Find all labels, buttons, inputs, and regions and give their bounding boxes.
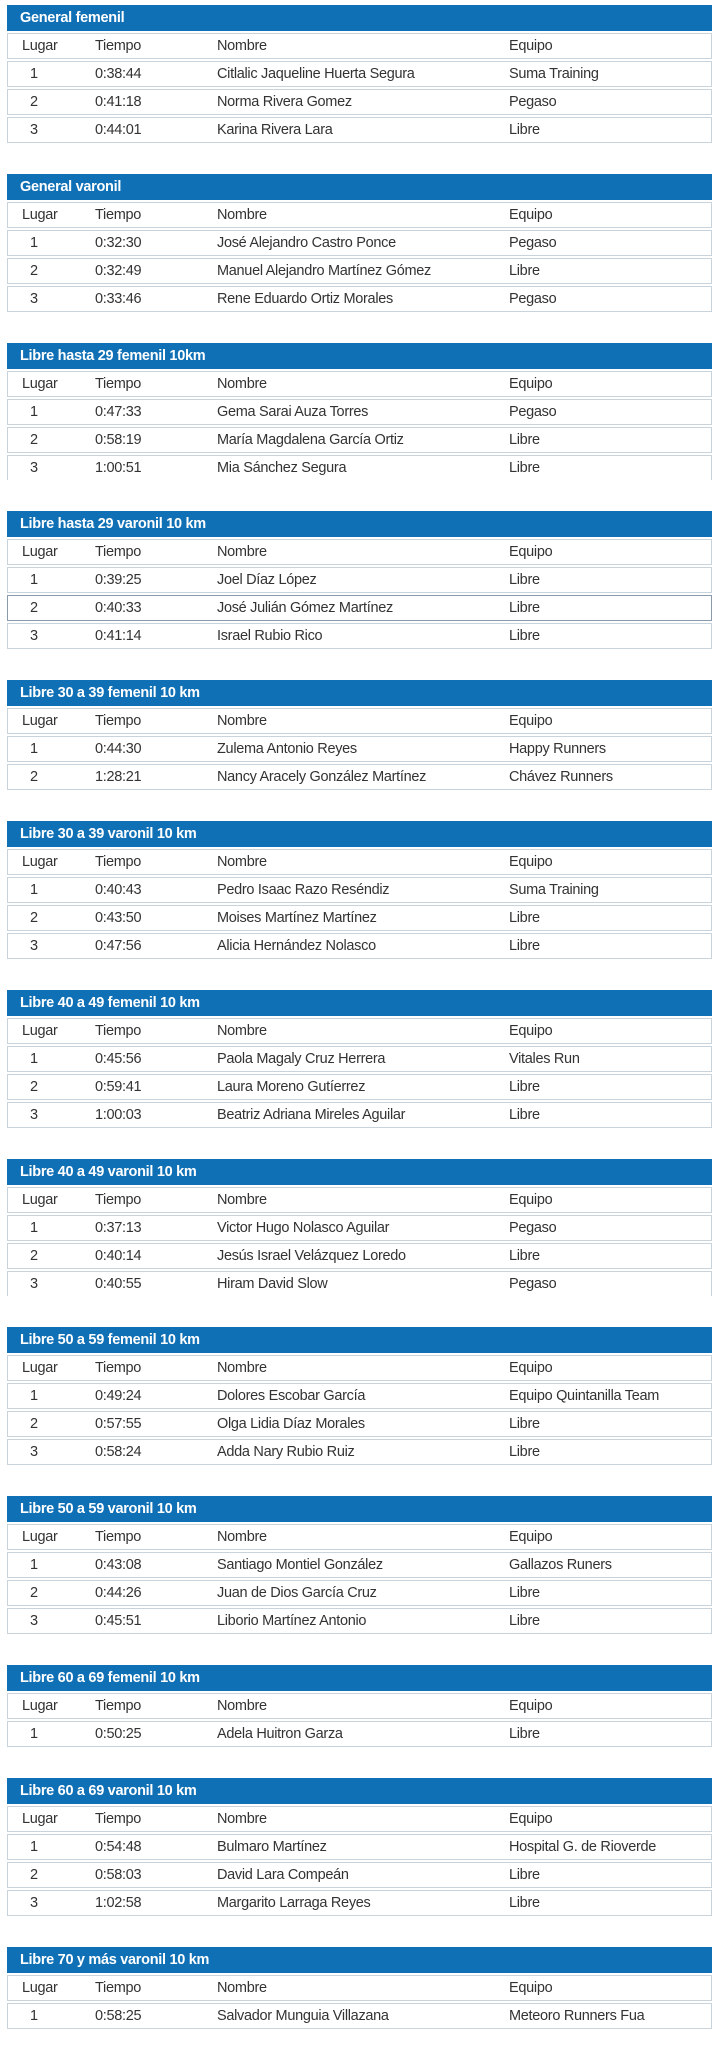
cell-equipo: Libre xyxy=(509,1862,712,1888)
column-header-equipo: Equipo xyxy=(509,202,712,228)
cell-nombre: Zulema Antonio Reyes xyxy=(197,736,509,762)
cell-lugar: 1 xyxy=(7,877,77,903)
column-header-lugar: Lugar xyxy=(7,371,77,397)
table-row xyxy=(7,258,712,284)
column-header-lugar: Lugar xyxy=(7,33,77,59)
cell-equipo: Libre xyxy=(509,427,712,453)
column-header-lugar: Lugar xyxy=(7,539,77,565)
table-header-row xyxy=(7,371,712,397)
category-title: Libre 60 a 69 varonil 10 km xyxy=(7,1778,712,1806)
column-header-equipo: Equipo xyxy=(509,1693,712,1719)
table-header-row xyxy=(7,33,712,59)
table-row xyxy=(7,1243,712,1269)
cell-equipo: Hospital G. de Rioverde xyxy=(509,1834,712,1860)
column-header-tiempo: Tiempo xyxy=(77,1693,197,1719)
category-title: Libre 50 a 59 varonil 10 km xyxy=(7,1496,712,1524)
column-header-tiempo: Tiempo xyxy=(77,708,197,734)
category-section xyxy=(7,680,712,790)
cell-tiempo: 0:44:01 xyxy=(77,117,197,143)
column-header-lugar: Lugar xyxy=(7,1524,77,1550)
cell-equipo: Meteoro Runners Fua xyxy=(509,2003,712,2029)
cell-lugar: 1 xyxy=(7,1046,77,1072)
results-table xyxy=(7,1187,712,1296)
category-title: Libre 40 a 49 femenil 10 km xyxy=(7,990,712,1018)
cell-tiempo: 1:28:21 xyxy=(77,764,197,790)
cell-tiempo: 1:02:58 xyxy=(77,1890,197,1916)
cell-nombre: Israel Rubio Rico xyxy=(197,623,509,649)
table-row xyxy=(7,905,712,931)
column-header-tiempo: Tiempo xyxy=(77,1187,197,1213)
table-row xyxy=(7,1046,712,1072)
column-header-nombre: Nombre xyxy=(197,371,509,397)
cell-nombre: Dolores Escobar García xyxy=(197,1383,509,1409)
cell-nombre: Jesús Israel Velázquez Loredo xyxy=(197,1243,509,1269)
cell-equipo: Suma Training xyxy=(509,61,712,87)
table-header-row xyxy=(7,1975,712,2001)
table-header-row xyxy=(7,1018,712,1044)
column-header-tiempo: Tiempo xyxy=(77,371,197,397)
cell-nombre: Adela Huitron Garza xyxy=(197,1721,509,1747)
cell-nombre: Citlalic Jaqueline Huerta Segura xyxy=(197,61,509,87)
results-table xyxy=(7,1975,712,2029)
table-header-row xyxy=(7,202,712,228)
results-table xyxy=(7,33,712,143)
table-row xyxy=(7,1411,712,1437)
column-header-equipo: Equipo xyxy=(509,1187,712,1213)
table-row xyxy=(7,1074,712,1100)
cell-nombre: Laura Moreno Gutíerrez xyxy=(197,1074,509,1100)
cell-tiempo: 0:59:41 xyxy=(77,1074,197,1100)
category-title: Libre 40 a 49 varonil 10 km xyxy=(7,1159,712,1187)
cell-tiempo: 0:41:14 xyxy=(77,623,197,649)
cell-tiempo: 1:00:03 xyxy=(77,1102,197,1128)
cell-equipo: Pegaso xyxy=(509,286,712,312)
cell-equipo: Pegaso xyxy=(509,89,712,115)
column-header-tiempo: Tiempo xyxy=(77,1806,197,1832)
column-header-nombre: Nombre xyxy=(197,1693,509,1719)
table-row xyxy=(7,2003,712,2029)
cell-nombre: Olga Lidia Díaz Morales xyxy=(197,1411,509,1437)
cell-equipo: Chávez Runners xyxy=(509,764,712,790)
results-table xyxy=(7,849,712,959)
cell-equipo: Libre xyxy=(509,117,712,143)
column-header-tiempo: Tiempo xyxy=(77,1524,197,1550)
cell-lugar: 2 xyxy=(7,1074,77,1100)
column-header-lugar: Lugar xyxy=(7,1806,77,1832)
table-header-row xyxy=(7,1355,712,1381)
table-header-row xyxy=(7,1693,712,1719)
table-row xyxy=(7,455,712,480)
cell-nombre: Adda Nary Rubio Ruiz xyxy=(197,1439,509,1465)
cell-lugar: 3 xyxy=(7,1102,77,1128)
table-row xyxy=(7,89,712,115)
cell-lugar: 3 xyxy=(7,117,77,143)
results-table xyxy=(7,708,712,790)
category-section xyxy=(7,1159,712,1296)
table-row xyxy=(7,1721,712,1747)
cell-nombre: Liborio Martínez Antonio xyxy=(197,1608,509,1634)
table-row xyxy=(7,567,712,593)
cell-equipo: Libre xyxy=(509,905,712,931)
table-row xyxy=(7,399,712,425)
cell-nombre: Juan de Dios García Cruz xyxy=(197,1580,509,1606)
results-table xyxy=(7,1524,712,1634)
cell-tiempo: 0:43:50 xyxy=(77,905,197,931)
cell-lugar: 1 xyxy=(7,1552,77,1578)
cell-lugar: 1 xyxy=(7,399,77,425)
table-row xyxy=(7,427,712,453)
cell-equipo: Libre xyxy=(509,933,712,959)
column-header-equipo: Equipo xyxy=(509,1524,712,1550)
cell-equipo: Suma Training xyxy=(509,877,712,903)
table-row xyxy=(7,623,712,649)
table-header-row xyxy=(7,1524,712,1550)
column-header-equipo: Equipo xyxy=(509,849,712,875)
table-row xyxy=(7,1580,712,1606)
cell-equipo: Pegaso xyxy=(509,399,712,425)
cell-tiempo: 0:41:18 xyxy=(77,89,197,115)
column-header-nombre: Nombre xyxy=(197,708,509,734)
cell-equipo: Pegaso xyxy=(509,1215,712,1241)
cell-tiempo: 0:32:30 xyxy=(77,230,197,256)
cell-tiempo: 0:38:44 xyxy=(77,61,197,87)
cell-lugar: 2 xyxy=(7,764,77,790)
table-row xyxy=(7,1102,712,1128)
column-header-equipo: Equipo xyxy=(509,1806,712,1832)
table-row xyxy=(7,61,712,87)
cell-equipo: Libre xyxy=(509,1102,712,1128)
table-row xyxy=(7,1215,712,1241)
cell-tiempo: 0:33:46 xyxy=(77,286,197,312)
table-row xyxy=(7,1890,712,1916)
cell-lugar: 1 xyxy=(7,736,77,762)
table-row xyxy=(7,764,712,790)
results-table xyxy=(7,371,712,480)
results-table xyxy=(7,1018,712,1128)
category-title: Libre hasta 29 femenil 10km xyxy=(7,343,712,371)
column-header-nombre: Nombre xyxy=(197,1187,509,1213)
results-list xyxy=(7,5,712,2060)
column-header-equipo: Equipo xyxy=(509,1018,712,1044)
cell-lugar: 2 xyxy=(7,258,77,284)
cell-nombre: Paola Magaly Cruz Herrera xyxy=(197,1046,509,1072)
column-header-equipo: Equipo xyxy=(509,1355,712,1381)
cell-lugar: 3 xyxy=(7,455,77,480)
cell-tiempo: 0:57:55 xyxy=(77,1411,197,1437)
cell-lugar: 3 xyxy=(7,933,77,959)
cell-lugar: 1 xyxy=(7,1383,77,1409)
table-row xyxy=(7,117,712,143)
cell-equipo: Equipo Quintanilla Team xyxy=(509,1383,712,1409)
cell-nombre: Margarito Larraga Reyes xyxy=(197,1890,509,1916)
table-row xyxy=(7,1608,712,1634)
cell-equipo: Libre xyxy=(509,1890,712,1916)
category-section xyxy=(7,1947,712,2029)
cell-tiempo: 0:50:25 xyxy=(77,1721,197,1747)
cell-equipo: Gallazos Runers xyxy=(509,1552,712,1578)
cell-lugar: 1 xyxy=(7,567,77,593)
cell-lugar: 2 xyxy=(7,427,77,453)
cell-lugar: 2 xyxy=(7,905,77,931)
table-header-row xyxy=(7,708,712,734)
cell-tiempo: 0:44:26 xyxy=(77,1580,197,1606)
cell-nombre: María Magdalena García Ortiz xyxy=(197,427,509,453)
table-row xyxy=(7,1383,712,1409)
cell-nombre: Victor Hugo Nolasco Aguilar xyxy=(197,1215,509,1241)
column-header-lugar: Lugar xyxy=(7,708,77,734)
category-title: General varonil xyxy=(7,174,712,202)
cell-tiempo: 0:39:25 xyxy=(77,567,197,593)
column-header-lugar: Lugar xyxy=(7,1187,77,1213)
cell-lugar: 3 xyxy=(7,1439,77,1465)
cell-equipo: Libre xyxy=(509,1411,712,1437)
cell-lugar: 1 xyxy=(7,1215,77,1241)
cell-lugar: 2 xyxy=(7,89,77,115)
column-header-lugar: Lugar xyxy=(7,1018,77,1044)
cell-nombre: Mia Sánchez Segura xyxy=(197,455,509,480)
column-header-lugar: Lugar xyxy=(7,849,77,875)
column-header-nombre: Nombre xyxy=(197,539,509,565)
results-table xyxy=(7,1806,712,1916)
column-header-nombre: Nombre xyxy=(197,202,509,228)
cell-lugar: 1 xyxy=(7,1834,77,1860)
column-header-nombre: Nombre xyxy=(197,1806,509,1832)
column-header-nombre: Nombre xyxy=(197,849,509,875)
category-section xyxy=(7,821,712,959)
table-row xyxy=(7,877,712,903)
column-header-tiempo: Tiempo xyxy=(77,1975,197,2001)
cell-nombre: David Lara Compeán xyxy=(197,1862,509,1888)
column-header-lugar: Lugar xyxy=(7,1975,77,2001)
cell-nombre: Manuel Alejandro Martínez Gómez xyxy=(197,258,509,284)
table-row xyxy=(7,595,712,621)
cell-nombre: Joel Díaz López xyxy=(197,567,509,593)
results-table xyxy=(7,539,712,649)
cell-lugar: 2 xyxy=(7,1411,77,1437)
cell-equipo: Libre xyxy=(509,595,712,621)
category-title: General femenil xyxy=(7,5,712,33)
table-row xyxy=(7,286,712,312)
cell-tiempo: 0:58:19 xyxy=(77,427,197,453)
category-title: Libre 30 a 39 varonil 10 km xyxy=(7,821,712,849)
cell-lugar: 1 xyxy=(7,230,77,256)
cell-tiempo: 0:45:51 xyxy=(77,1608,197,1634)
table-row xyxy=(7,736,712,762)
cell-lugar: 3 xyxy=(7,623,77,649)
cell-tiempo: 0:40:14 xyxy=(77,1243,197,1269)
column-header-equipo: Equipo xyxy=(509,539,712,565)
cell-nombre: Karina Rivera Lara xyxy=(197,117,509,143)
category-section xyxy=(7,174,712,312)
category-title: Libre 50 a 59 femenil 10 km xyxy=(7,1327,712,1355)
cell-lugar: 3 xyxy=(7,1608,77,1634)
cell-equipo: Libre xyxy=(509,258,712,284)
table-row xyxy=(7,1834,712,1860)
cell-lugar: 2 xyxy=(7,1862,77,1888)
column-header-lugar: Lugar xyxy=(7,1693,77,1719)
category-section xyxy=(7,511,712,649)
column-header-lugar: Lugar xyxy=(7,1355,77,1381)
table-row xyxy=(7,1271,712,1296)
category-section xyxy=(7,5,712,143)
cell-equipo: Vitales Run xyxy=(509,1046,712,1072)
cell-tiempo: 0:44:30 xyxy=(77,736,197,762)
cell-nombre: Hiram David Slow xyxy=(197,1271,509,1296)
cell-tiempo: 0:32:49 xyxy=(77,258,197,284)
cell-nombre: Bulmaro Martínez xyxy=(197,1834,509,1860)
cell-tiempo: 0:40:43 xyxy=(77,877,197,903)
cell-equipo: Libre xyxy=(509,567,712,593)
table-row xyxy=(7,230,712,256)
column-header-equipo: Equipo xyxy=(509,708,712,734)
results-table xyxy=(7,202,712,312)
cell-nombre: José Alejandro Castro Ponce xyxy=(197,230,509,256)
cell-tiempo: 0:37:13 xyxy=(77,1215,197,1241)
cell-lugar: 3 xyxy=(7,1271,77,1296)
cell-tiempo: 0:43:08 xyxy=(77,1552,197,1578)
table-row xyxy=(7,1862,712,1888)
table-row xyxy=(7,1552,712,1578)
cell-nombre: Nancy Aracely González Martínez xyxy=(197,764,509,790)
column-header-nombre: Nombre xyxy=(197,1975,509,2001)
category-section xyxy=(7,343,712,480)
category-title: Libre 60 a 69 femenil 10 km xyxy=(7,1665,712,1693)
cell-tiempo: 0:54:48 xyxy=(77,1834,197,1860)
cell-equipo: Libre xyxy=(509,1580,712,1606)
category-section xyxy=(7,990,712,1128)
cell-nombre: Santiago Montiel González xyxy=(197,1552,509,1578)
cell-nombre: José Julián Gómez Martínez xyxy=(197,595,509,621)
column-header-nombre: Nombre xyxy=(197,33,509,59)
column-header-equipo: Equipo xyxy=(509,33,712,59)
cell-equipo: Libre xyxy=(509,1439,712,1465)
cell-nombre: Beatriz Adriana Mireles Aguilar xyxy=(197,1102,509,1128)
cell-equipo: Happy Runners xyxy=(509,736,712,762)
column-header-tiempo: Tiempo xyxy=(77,1355,197,1381)
table-header-row xyxy=(7,1187,712,1213)
table-row xyxy=(7,1439,712,1465)
table-header-row xyxy=(7,849,712,875)
cell-equipo: Libre xyxy=(509,1721,712,1747)
category-title: Libre 70 y más varonil 10 km xyxy=(7,1947,712,1975)
table-header-row xyxy=(7,539,712,565)
column-header-tiempo: Tiempo xyxy=(77,539,197,565)
cell-tiempo: 0:58:25 xyxy=(77,2003,197,2029)
cell-nombre: Gema Sarai Auza Torres xyxy=(197,399,509,425)
column-header-equipo: Equipo xyxy=(509,371,712,397)
cell-nombre: Norma Rivera Gomez xyxy=(197,89,509,115)
results-table xyxy=(7,1693,712,1747)
cell-lugar: 3 xyxy=(7,1890,77,1916)
cell-tiempo: 0:49:24 xyxy=(77,1383,197,1409)
cell-lugar: 1 xyxy=(7,1721,77,1747)
cell-lugar: 2 xyxy=(7,595,77,621)
cell-tiempo: 1:00:51 xyxy=(77,455,197,480)
category-section xyxy=(7,1496,712,1634)
category-title: Libre 30 a 39 femenil 10 km xyxy=(7,680,712,708)
column-header-equipo: Equipo xyxy=(509,1975,712,2001)
cell-tiempo: 0:47:56 xyxy=(77,933,197,959)
cell-equipo: Libre xyxy=(509,455,712,480)
cell-equipo: Libre xyxy=(509,1608,712,1634)
column-header-lugar: Lugar xyxy=(7,202,77,228)
cell-tiempo: 0:45:56 xyxy=(77,1046,197,1072)
category-section xyxy=(7,1327,712,1465)
category-section xyxy=(7,1665,712,1747)
cell-lugar: 1 xyxy=(7,61,77,87)
cell-equipo: Libre xyxy=(509,1243,712,1269)
cell-equipo: Pegaso xyxy=(509,230,712,256)
cell-lugar: 2 xyxy=(7,1580,77,1606)
cell-tiempo: 0:40:55 xyxy=(77,1271,197,1296)
table-header-row xyxy=(7,1806,712,1832)
column-header-nombre: Nombre xyxy=(197,1355,509,1381)
column-header-tiempo: Tiempo xyxy=(77,1018,197,1044)
cell-lugar: 3 xyxy=(7,286,77,312)
column-header-nombre: Nombre xyxy=(197,1524,509,1550)
cell-equipo: Pegaso xyxy=(509,1271,712,1296)
cell-nombre: Pedro Isaac Razo Reséndiz xyxy=(197,877,509,903)
cell-equipo: Libre xyxy=(509,1074,712,1100)
column-header-tiempo: Tiempo xyxy=(77,849,197,875)
cell-lugar: 2 xyxy=(7,1243,77,1269)
cell-tiempo: 0:58:03 xyxy=(77,1862,197,1888)
cell-nombre: Moises Martínez Martínez xyxy=(197,905,509,931)
column-header-nombre: Nombre xyxy=(197,1018,509,1044)
table-row xyxy=(7,933,712,959)
column-header-tiempo: Tiempo xyxy=(77,202,197,228)
cell-tiempo: 0:58:24 xyxy=(77,1439,197,1465)
cell-nombre: Salvador Munguia Villazana xyxy=(197,2003,509,2029)
cell-equipo: Libre xyxy=(509,623,712,649)
cell-nombre: Alicia Hernández Nolasco xyxy=(197,933,509,959)
cell-tiempo: 0:47:33 xyxy=(77,399,197,425)
cell-tiempo: 0:40:33 xyxy=(77,595,197,621)
column-header-tiempo: Tiempo xyxy=(77,33,197,59)
cell-nombre: Rene Eduardo Ortiz Morales xyxy=(197,286,509,312)
results-table xyxy=(7,1355,712,1465)
cell-lugar: 1 xyxy=(7,2003,77,2029)
category-section xyxy=(7,1778,712,1916)
category-title: Libre hasta 29 varonil 10 km xyxy=(7,511,712,539)
